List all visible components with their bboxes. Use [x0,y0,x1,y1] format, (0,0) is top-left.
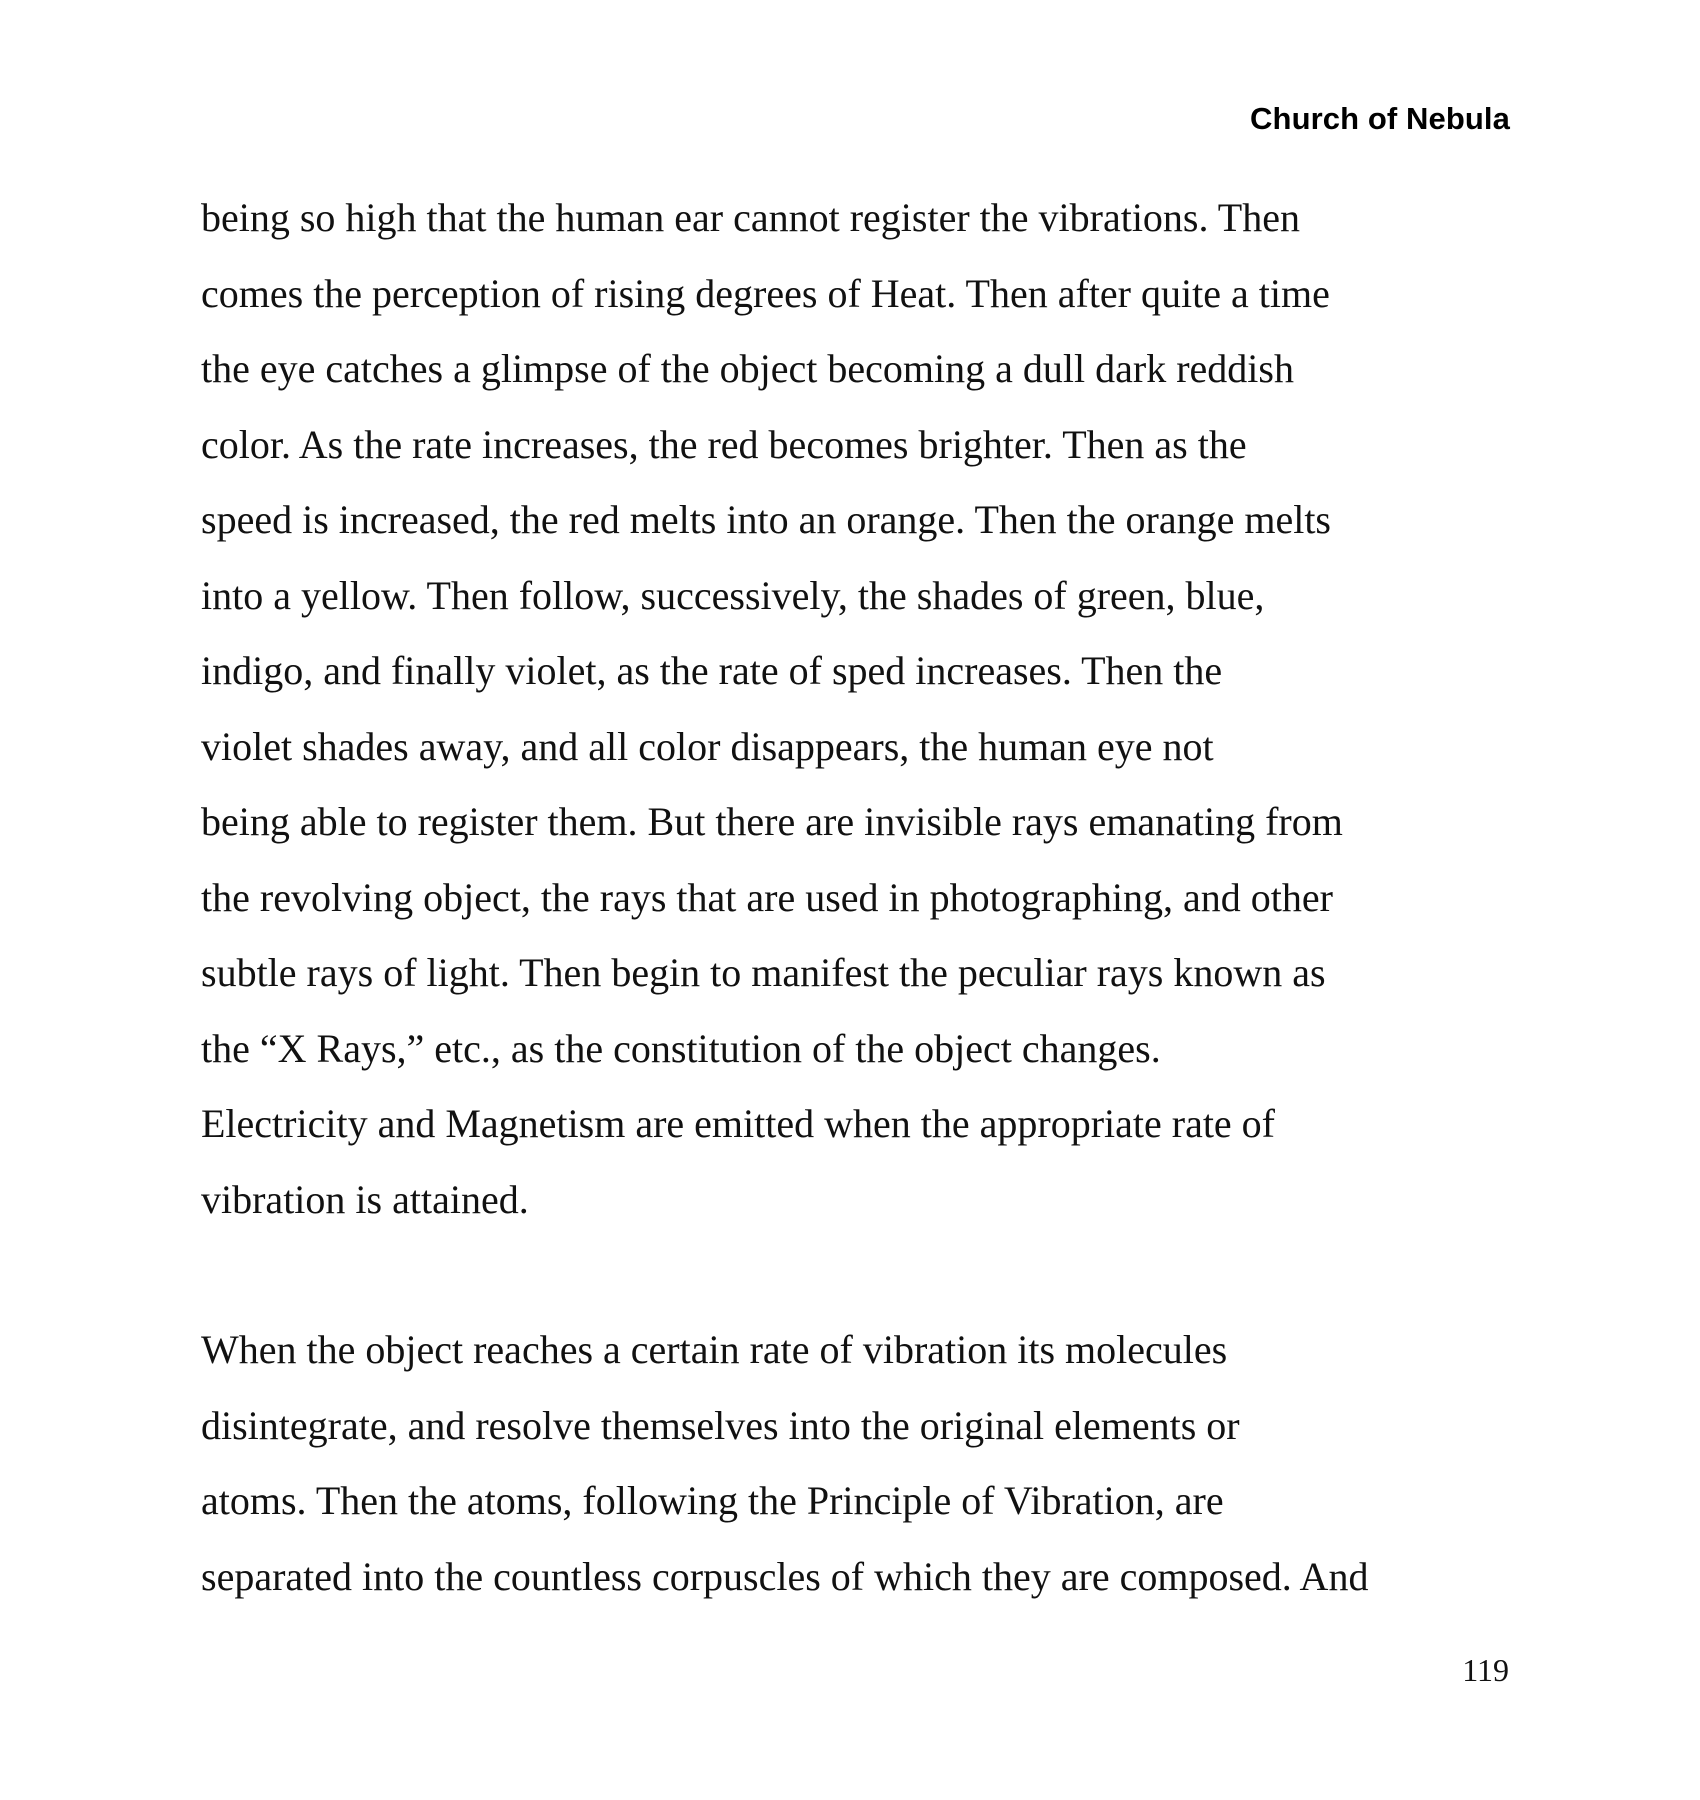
text-line: comes the perception of rising degrees of Heat. Then after quite a time [201,270,1330,316]
text-line: into a yellow. Then follow, successively, the shades of green, blue, [201,572,1265,618]
running-head: Church of Nebula [1250,101,1510,136]
text-line: the “X Rays,” etc., as the constitution of the object changes. [201,1025,1161,1071]
text-line: Electricity and Magnetism are emitted when the appropriate rate of [201,1101,1276,1146]
text-line: disintegrate, and resolve themselves into the original elements or [201,1402,1240,1448]
text-line: atoms. Then the atoms, following the Principle of Vibration, are [201,1478,1224,1523]
paragraph-2 [201,1312,1521,1614]
text-line: subtle rays of light. Then begin to manifest the peculiar rays known as [201,950,1326,995]
text-line: being able to register them. But there are invisible rays emanating from [201,799,1343,844]
text-line: When the object reaches a certain rate of vibration its molecules [201,1327,1228,1372]
text-line: vibration is attained. [201,1176,529,1222]
text-line: violet shades away, and all color disappears, the human eye not [201,723,1214,769]
text-line: indigo, and finally violet, as the rate of sped increases. Then the [201,648,1223,693]
page-number: 119 [1462,1652,1509,1688]
text-line: the revolving object, the rays that are used in photographing, and other [201,874,1333,920]
paragraph-1 [201,180,1521,1237]
text-line: the eye catches a glimpse of the object becoming a dull dark reddish [201,346,1294,391]
text-line: separated into the countless corpuscles of which they are composed. And [201,1553,1369,1599]
text-line: speed is increased, the red melts into an orange. Then the orange melts [201,497,1331,542]
text-line: color. As the rate increases, the red becomes brighter. Then as the [201,421,1247,467]
text-line: being so high that the human ear cannot register the vibrations. Then [201,195,1300,240]
